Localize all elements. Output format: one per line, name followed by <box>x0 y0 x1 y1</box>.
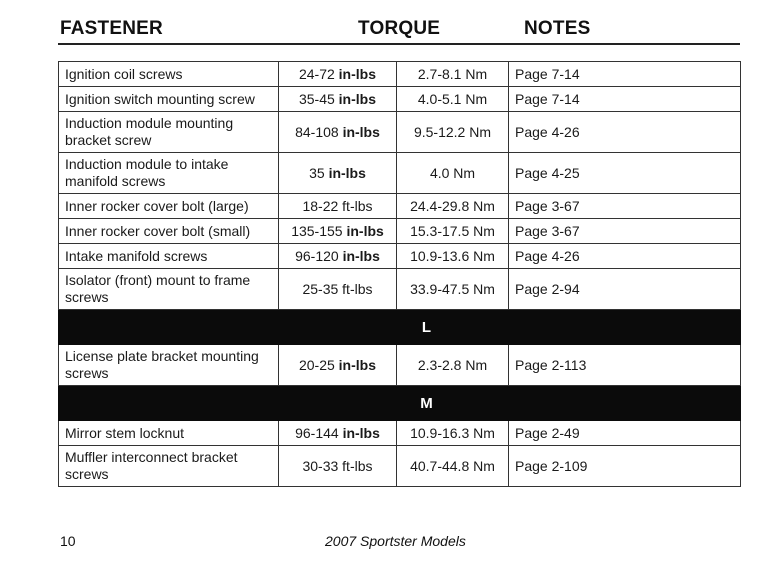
torque-unit: in-lbs <box>328 164 366 181</box>
torque-unit: ft-lbs <box>342 457 373 474</box>
note-cell: Page 3-67 <box>509 194 741 219</box>
section-divider-l <box>59 310 741 345</box>
torque-unit: in-lbs <box>338 356 377 373</box>
table-row <box>59 194 741 219</box>
fastener-cell: License plate bracket mounting screws <box>59 345 279 386</box>
section-divider-m <box>59 386 741 421</box>
torque-value: 35 <box>309 164 325 181</box>
table-row <box>59 153 741 194</box>
metric-torque-cell: 15.3-17.5 Nm <box>397 219 509 244</box>
torque-unit: in-lbs <box>342 247 380 264</box>
torque-value: 84-108 <box>295 123 339 140</box>
torque-cell <box>279 446 397 487</box>
section-letter: L <box>59 310 741 345</box>
torque-value: 30-33 <box>302 457 339 474</box>
metric-torque-cell: 33.9-47.5 Nm <box>397 269 509 310</box>
fastener-cell: Mirror stem locknut <box>59 421 279 446</box>
torque-value: 96-120 <box>295 247 339 264</box>
footer-title: 2007 Sportster Models <box>325 533 466 549</box>
torque-unit: ft-lbs <box>342 280 373 297</box>
fastener-cell: Ignition coil screws <box>59 62 279 87</box>
note-cell: Page 4-25 <box>509 153 741 194</box>
table-row <box>59 87 741 112</box>
table-row <box>59 446 741 487</box>
metric-torque-cell: 2.7-8.1 Nm <box>397 62 509 87</box>
torque-value: 25-35 <box>302 280 339 297</box>
column-header-notes: NOTES <box>524 18 591 39</box>
note-cell: Page 2-49 <box>509 421 741 446</box>
note-cell: Page 4-26 <box>509 244 741 269</box>
note-cell: Page 4-26 <box>509 112 741 153</box>
torque-unit: in-lbs <box>338 65 377 82</box>
torque-unit: ft-lbs <box>342 197 373 214</box>
metric-torque-cell: 9.5-12.2 Nm <box>397 112 509 153</box>
torque-value: 135-155 <box>291 222 343 239</box>
note-cell: Page 7-14 <box>509 62 741 87</box>
table-row <box>59 345 741 386</box>
fastener-cell: Intake manifold screws <box>59 244 279 269</box>
fastener-cell: Inner rocker cover bolt (large) <box>59 194 279 219</box>
torque-table-body <box>59 62 741 487</box>
metric-torque-cell: 40.7-44.8 Nm <box>397 446 509 487</box>
fastener-cell: Ignition switch mounting screw <box>59 87 279 112</box>
torque-cell <box>279 345 397 386</box>
table-row <box>59 112 741 153</box>
table-row <box>59 244 741 269</box>
torque-unit: in-lbs <box>346 222 384 239</box>
note-cell: Page 3-67 <box>509 219 741 244</box>
note-cell: Page 2-109 <box>509 446 741 487</box>
table-row <box>59 62 741 87</box>
table-row <box>59 421 741 446</box>
torque-cell <box>279 62 397 87</box>
metric-torque-cell: 4.0 Nm <box>397 153 509 194</box>
torque-value: 20-25 <box>298 356 335 373</box>
page-number: 10 <box>60 533 76 549</box>
table-row <box>59 269 741 310</box>
metric-torque-cell: 24.4-29.8 Nm <box>397 194 509 219</box>
metric-torque-cell: 2.3-2.8 Nm <box>397 345 509 386</box>
header-rule <box>58 43 740 45</box>
torque-unit: in-lbs <box>338 90 377 107</box>
torque-cell <box>279 112 397 153</box>
torque-cell <box>279 269 397 310</box>
metric-torque-cell: 10.9-13.6 Nm <box>397 244 509 269</box>
metric-torque-cell: 10.9-16.3 Nm <box>397 421 509 446</box>
note-cell: Page 2-113 <box>509 345 741 386</box>
fastener-cell: Induction module mounting bracket screw <box>59 112 279 153</box>
section-letter: M <box>59 386 741 421</box>
torque-table <box>58 61 741 487</box>
torque-cell <box>279 244 397 269</box>
table-row <box>59 219 741 244</box>
torque-unit: in-lbs <box>342 123 380 140</box>
torque-cell <box>279 153 397 194</box>
torque-cell <box>279 194 397 219</box>
torque-unit: in-lbs <box>342 424 380 441</box>
torque-value: 96-144 <box>295 424 339 441</box>
column-header-fastener: FASTENER <box>60 18 163 39</box>
torque-cell <box>279 421 397 446</box>
fastener-cell: Isolator (front) mount to frame screws <box>59 269 279 310</box>
torque-cell <box>279 219 397 244</box>
fastener-cell: Muffler interconnect bracket screws <box>59 446 279 487</box>
metric-torque-cell: 4.0-5.1 Nm <box>397 87 509 112</box>
fastener-cell: Induction module to intake manifold screws <box>59 153 279 194</box>
column-header-torque: TORQUE <box>358 18 441 39</box>
torque-value: 18-22 <box>302 197 339 214</box>
note-cell: Page 2-94 <box>509 269 741 310</box>
note-cell: Page 7-14 <box>509 87 741 112</box>
torque-value: 35-45 <box>298 90 335 107</box>
fastener-cell: Inner rocker cover bolt (small) <box>59 219 279 244</box>
torque-value: 24-72 <box>298 65 335 82</box>
torque-cell <box>279 87 397 112</box>
